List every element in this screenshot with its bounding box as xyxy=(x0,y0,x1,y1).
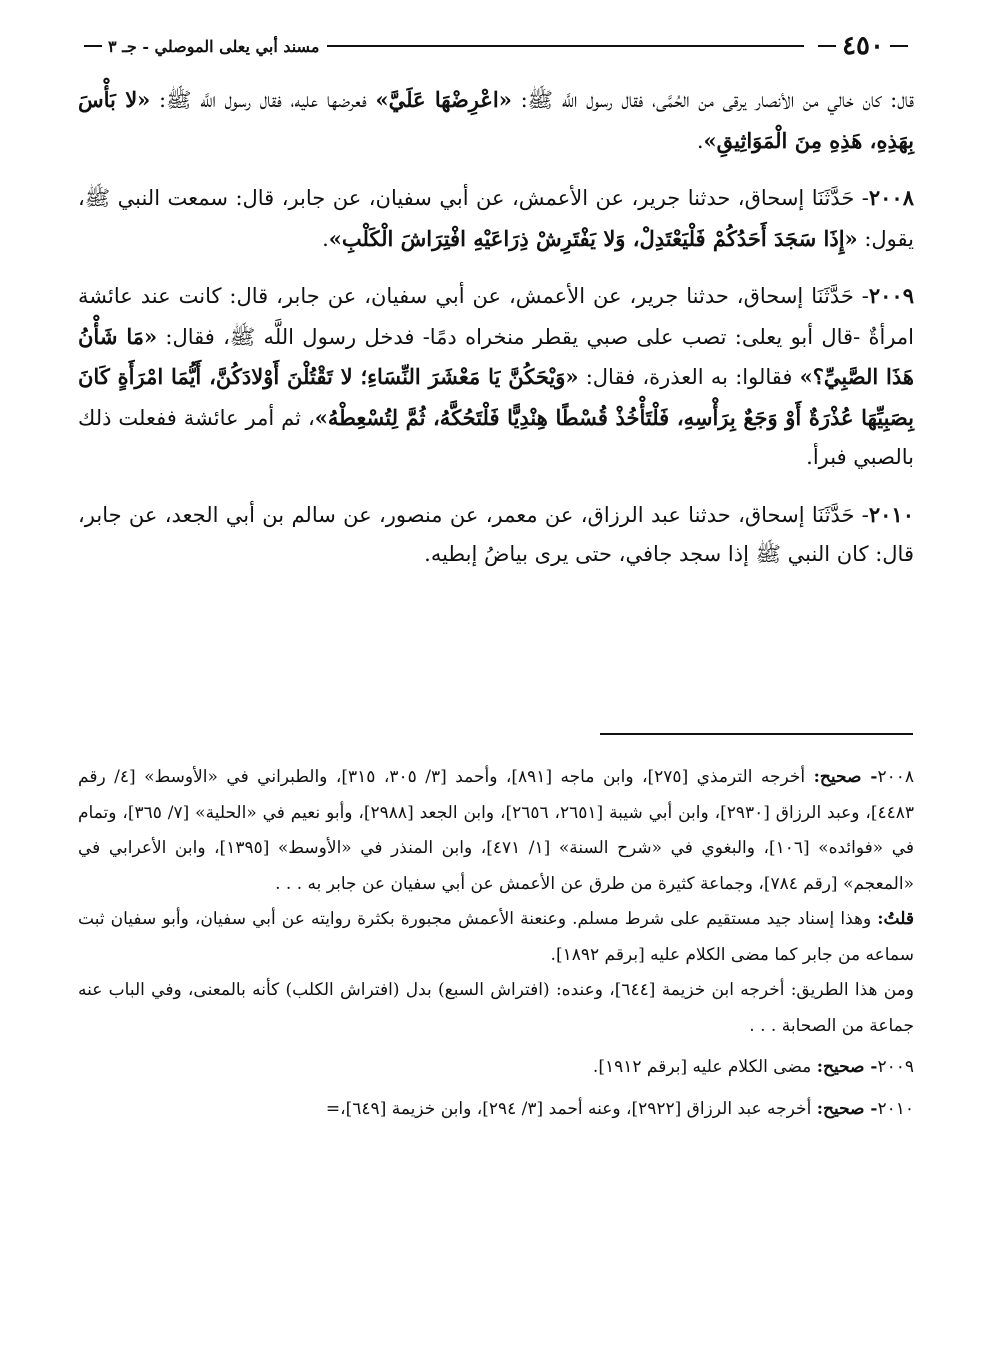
footnote-text: أخرجه عبد الرزاق [٢٩٢٢]، وعنه أحمد [٣/ ٢٩٤]، وابن خزيمة [٦٤٩]،= xyxy=(325,1098,817,1119)
narration-text: قال: كان خالي من الأنصار يرقى من الحُمَّى، فقال رسول اللَّه ﷺ: xyxy=(511,88,914,112)
hadith-paragraph xyxy=(78,276,914,478)
narration-text: . xyxy=(696,128,704,153)
footnote-separator xyxy=(600,733,913,735)
hadith-paragraph xyxy=(78,80,914,161)
hadith-number: ٢٠٠٨ xyxy=(868,185,914,210)
prophetic-quote: «إِذَا سَجَدَ أَحَدُكُمْ فَلْيَعْتَدِلْ، وَلا يَفْتَرِشْ ذِرَاعَيْهِ افْتِرَاشَ الْكَلْبِ» xyxy=(328,225,858,251)
comment-label: قلتُ: xyxy=(877,909,914,929)
hadith-number: ٢٠١٠ xyxy=(868,501,914,527)
narration-text: - حَدَّثَنَا إسحاق، حدثنا جرير، عن الأعمش، عن أبي سفيان، عن جابر، قال: سمعت النبي ﷺ، يقول: xyxy=(78,186,914,251)
narration-text: . xyxy=(322,226,329,251)
prophetic-quote: «مَا شَأْنُ هَذَا الصَّبِيِّ؟» xyxy=(78,323,914,389)
narration-text: - حَدَّثَنَا إسحاق، حدثنا عبد الرزاق، عن معمر، عن منصور، عن سالم بن أبي الجعد، عن جابر، قال: كان النبي ﷺ إذا سجد جافي، حتى يرى بياضُ إبطيه. xyxy=(78,502,914,566)
grade-label: - صحيح: xyxy=(816,1098,878,1119)
narration-text: فقالوا: به العذرة، فقال: xyxy=(578,365,800,389)
hadith-number: ٢٠٠٩ xyxy=(868,283,914,308)
footnote xyxy=(78,760,914,902)
prophetic-quote: «اعْرِضْهَا عَلَيَّ» xyxy=(375,87,512,112)
grade-label: - صحيح: xyxy=(813,767,878,787)
narration-text: ، ثم أمر عائشة ففعلت ذلك بالصبي فبرأ. xyxy=(78,405,914,469)
narration-text: - حَدَّثَنَا إسحاق، حدثنا جرير، عن الأعمش، عن أبي سفيان، عن جابر، قال: كانت عند عائشة امرأةٌ -قال أبو يعلى: تصب على صبي يقطر منخراه دمًا- فدخل رسول اللَّه ﷺ، فقال: xyxy=(78,284,914,349)
narration-text: فعرضها عليه، فقال رسول اللَّه ﷺ: xyxy=(150,88,376,112)
main-text xyxy=(78,80,914,592)
footnotes xyxy=(78,760,914,1127)
footnote-number: ٢٠٠٩ xyxy=(877,1057,914,1077)
hadith-paragraph xyxy=(78,495,914,575)
footnote xyxy=(78,902,914,973)
hadith-paragraph xyxy=(78,178,914,259)
header-rule xyxy=(327,45,804,47)
footnote-text: ومن هذا الطريق: أخرجه ابن خزيمة [٦٤٤]، وعنده: (افتراش السبع) بدل (افتراش الكلب) كأنه بالمعنى، وفي الباب عنه جماعة من الصحابة . . . xyxy=(78,980,914,1036)
footnote xyxy=(78,1050,914,1086)
header-dash xyxy=(890,45,908,47)
footnote-text: أخرجه الترمذي [٢٧٥]، وابن ماجه [٨٩١]، وأحمد [٣/ ٣٠٥، ٣١٥]، والطبراني في «الأوسط» [٤/ رقم ٤٤٨٣]، وعبد الرزاق [٢٩٣٠]، وابن أبي شيبة [٢٦٥١، ٢٦٥٦]، وابن الجعد [٢٩٨٨]، وأبو نعيم في «الحلية» [٧/ ٣٦٥]، وتمام في «فوائده» [١٠٦]، والبغوي في «شرح السنة» [١/ ٤٧١]، وابن المنذر في «الأوسط» [١٣٩٥]، وابن الأعرابي في «المعجم» [رقم ٧٨٤]، وجماعة كثيرة من طرق عن الأعمش عن أبي سفيان عن جابر به . . . xyxy=(78,767,915,894)
grade-label: - صحيح: xyxy=(816,1057,878,1077)
page-header xyxy=(78,30,914,62)
page-number: ٤٥٠ xyxy=(842,31,884,61)
footnote-number: ٢٠١٠ xyxy=(877,1098,914,1119)
footnote-text: مضى الكلام عليه [برقم ١٩١٢]. xyxy=(592,1057,817,1077)
header-dash xyxy=(818,45,836,47)
footnote-number: ٢٠٠٨ xyxy=(877,767,914,787)
footnote xyxy=(78,1092,914,1128)
prophetic-quote: «لا بَأْسَ بِهَذِهِ، هَذِهِ مِنَ الْمَوَاثِيقِ» xyxy=(78,87,914,153)
header-dash xyxy=(84,45,102,47)
footnote xyxy=(78,973,914,1044)
footnote-text: وهذا إسناد جيد مستقيم على شرط مسلم. وعنعنة الأعمش مجبورة بكثرة روايته عن أبي سفيان، وأبو سفيان ثبت سماعه من جابر كما مضى الكلام عليه [برقم ١٨٩٢]. xyxy=(78,909,914,965)
book-title: مسند أبي يعلى الموصلي - جـ ٣ xyxy=(108,36,320,56)
prophetic-quote: «وَيْحَكُنَّ يَا مَعْشَرَ النِّسَاءِ؛ لا تَقْتُلْنَ أَوْلادَكُنَّ، أَيُّمَا امْرَأَةٍ كَانَ بِصَبِيِّهَا عُذْرَةٌ أَوْ وَجَعٌ بِرَأْسِهِ، فَلْتَأْخُذْ قُسْطًا هِنْدِيًّا فَلْتَحُكَّهُ، ثُمَّ لِتُسْعِطْهُ» xyxy=(78,364,914,430)
